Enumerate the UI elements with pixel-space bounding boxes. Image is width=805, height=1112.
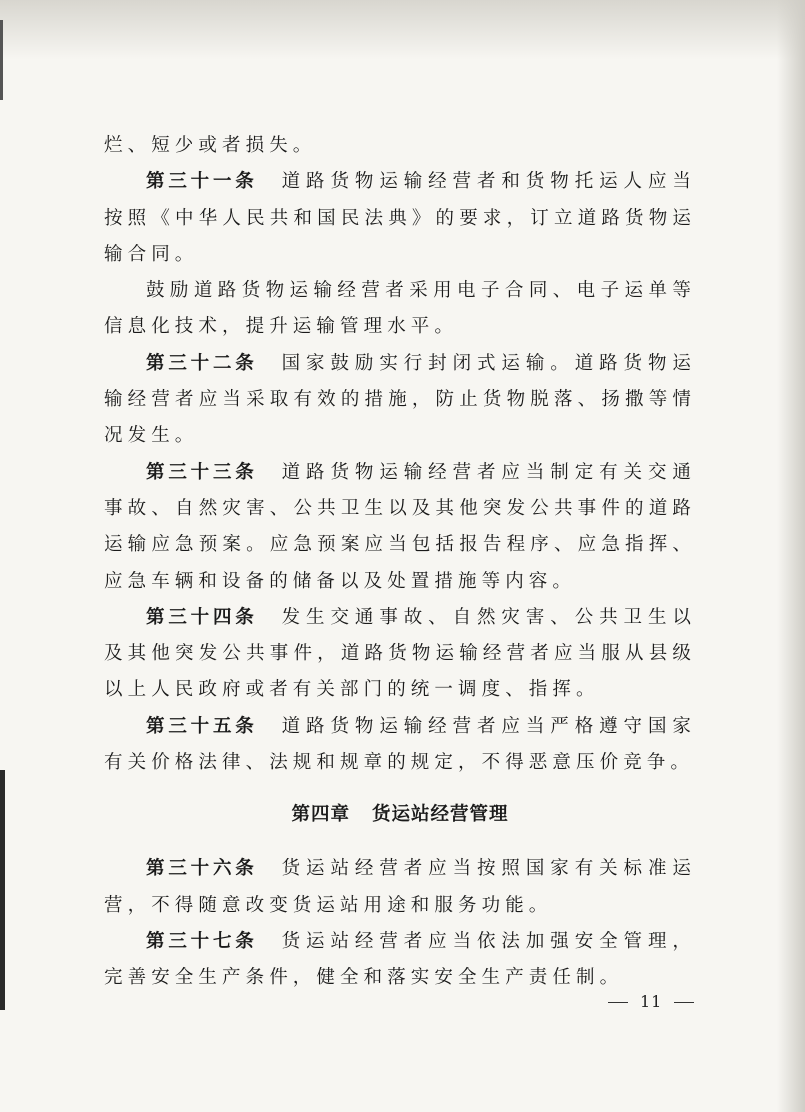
chapter-heading [104,799,696,831]
scan-binding-mark [0,770,5,1010]
article-number: 第三十六条 [146,858,258,880]
article-number: 第三十五条 [146,715,258,737]
paragraph [104,924,696,997]
paragraph [104,709,696,782]
document-body [104,128,696,997]
paragraph-text: 发生交通事故、自然灾害、公共卫生以及其他突发公共事件，道路货物运输经营者应当服从县级以上人民政府或者有关部门的统一调度、指挥。 [104,606,696,701]
article-number: 第三十二条 [146,352,258,374]
scan-binding-mark-top [0,20,3,100]
paragraph [104,273,696,346]
chapter-number: 第四章 [291,804,350,826]
article-number: 第三十一条 [146,171,258,193]
paragraph-text: 货运站经营者应当依法加强安全管理，完善安全生产条件，健全和落实安全生产责任制。 [104,930,696,989]
article-number: 第三十四条 [146,606,258,628]
scan-edge-right [777,0,805,1112]
article-number: 第三十三条 [146,461,258,483]
section-before-chapter [104,128,696,781]
paragraph [104,455,696,600]
paragraph-text: 国家鼓励实行封闭式运输。道路货物运输经营者应当采取有效的措施，防止货物脱落、扬撒等情况发生。 [104,352,696,447]
footer-dash-left [608,1002,628,1003]
paragraph [104,128,696,164]
page-number: 11 [640,992,663,1011]
scan-edge-top [0,0,805,60]
paragraph-text: 道路货物运输经营者和货物托运人应当按照《中华人民共和国民法典》的要求，订立道路货物运输合同。 [104,171,696,265]
paragraph-text: 货运站经营者应当按照国家有关标准运营，不得随意改变货运站用途和服务功能。 [104,858,696,916]
paragraph-text: 鼓励道路货物运输经营者采用电子合同、电子运单等信息化技术，提升运输管理水平。 [104,280,696,338]
chapter-title: 货运站经营管理 [372,804,509,826]
paragraph [104,164,696,273]
paragraph [104,851,696,924]
paragraph-text: 烂、短少或者损失。 [104,135,317,156]
footer-dash-right [674,1002,694,1003]
paragraph-text: 道路货物运输经营者应当严格遵守国家有关价格法律、法规和规章的规定，不得恶意压价竞争。 [104,715,696,774]
section-after-chapter [104,851,696,996]
page-number-footer [596,992,706,1011]
article-number: 第三十七条 [146,930,258,952]
paragraph [104,346,696,455]
paragraph-text: 道路货物运输经营者应当制定有关交通事故、自然灾害、公共卫生以及其他突发公共事件的道路运输应急预案。应急预案应当包括报告程序、应急指挥、应急车辆和设备的储备以及处置措施等内容。 [104,461,696,592]
paragraph [104,600,696,709]
